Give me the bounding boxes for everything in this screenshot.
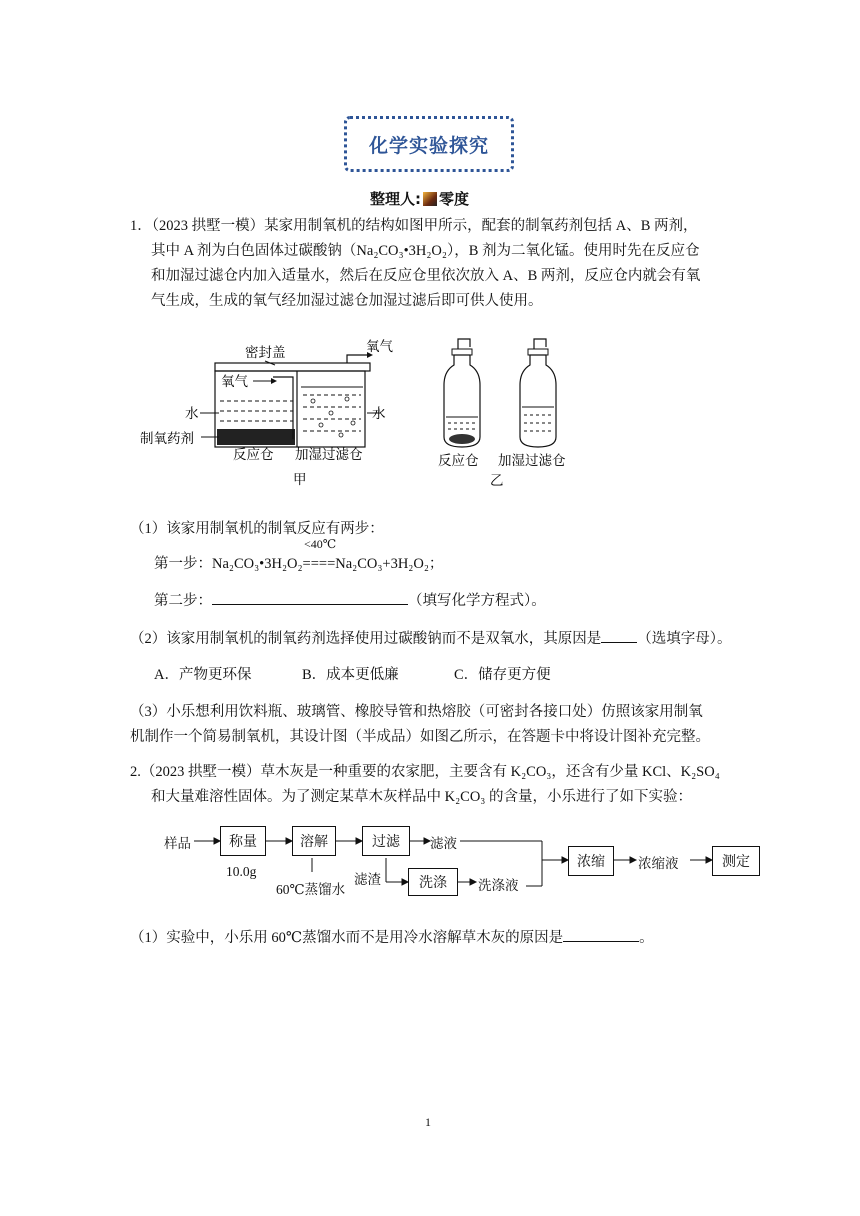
flow-residue: 滤渣	[354, 872, 381, 887]
label-filter: 加湿过滤仓	[295, 447, 363, 462]
label-oxygen-out: 氧气	[366, 339, 393, 354]
option-b: B．成本更低廉	[302, 667, 399, 683]
bottle-filter	[520, 355, 556, 447]
q2-line2: 和大量难溶性固体。为了测定某草木灰样品中 K₂CO₃ 的含量，小乐进行了如下实验：	[151, 789, 692, 805]
flow-sample: 样品	[164, 836, 191, 851]
flow-filtrate: 滤液	[430, 836, 457, 851]
q1-number: 1．	[130, 218, 152, 234]
option-a: A．产物更环保	[154, 667, 252, 683]
q1-line4: 气生成，生成的氧气经加湿过滤仓加湿过滤后即可供人使用。	[151, 293, 543, 309]
figure-yi	[430, 335, 590, 495]
sub3-line2: 机制作一个简易制氧机，其设计图（半成品）如图乙所示，在答题卡中将设计图补充完整。	[130, 729, 710, 745]
flow-dissolve-label: 溶解	[300, 835, 328, 850]
step1-label: 第一步：	[154, 556, 212, 572]
q2-sub1-answer-blank[interactable]	[563, 927, 639, 942]
q1-line3: 和加湿过滤仓内加入适量水，然后在反应仓里依次放入 A、B 两剂，反应仓内就会有氧	[151, 268, 701, 284]
flow-filter-box	[362, 826, 410, 856]
step1-equation: Na₂CO₃•3H₂O₂====Na₂CO₃+3H₂O₂；	[212, 556, 444, 572]
option-c: C．储存更方便	[454, 667, 551, 683]
author-avatar	[423, 192, 437, 206]
flow-concentrate-label: 浓缩	[577, 855, 605, 870]
agent-layer	[217, 429, 295, 445]
flowchart	[130, 820, 770, 900]
label-oxygen-in: 氧气	[221, 374, 248, 389]
step2-hint: （填写化学方程式）。	[408, 593, 546, 609]
q1-step1	[154, 552, 443, 577]
flow-dissolve-box	[292, 826, 336, 856]
label-agent: 制氧药剂	[140, 431, 194, 446]
q1-paragraph	[130, 214, 740, 314]
flow-wash-liquid: 洗涤液	[478, 878, 519, 893]
q2-paragraph	[130, 760, 750, 810]
flow-concentrate-box	[568, 846, 614, 876]
figure-jia	[135, 335, 395, 495]
q1-line2: 其中 A 剂为白色固体过碳酸钠（Na₂CO₃•3H₂O₂），B 剂为二氧化锰。使用时先在反应仓	[151, 243, 700, 259]
flow-mass: 10.0g	[226, 864, 257, 879]
author-name: 零度	[439, 190, 470, 208]
step2-label: 第二步：	[154, 593, 212, 609]
q1-line1: （2023 拱墅一模）某家用制氧机的结构如图甲所示，配套的制氧药剂包括 A、B 两剂，	[151, 218, 698, 234]
label-water-left: 水	[185, 406, 199, 421]
page-number: 1	[425, 1115, 431, 1129]
step2-answer-blank[interactable]	[212, 590, 408, 605]
label-yi-filter: 加湿过滤仓	[498, 453, 566, 468]
q1-step2	[154, 589, 546, 614]
bottle-reaction	[444, 355, 480, 447]
label-reaction: 反应仓	[233, 447, 274, 462]
water-left	[220, 401, 293, 421]
seal-lid	[215, 363, 370, 371]
label-seal-cover: 密封盖	[245, 345, 286, 360]
flow-concentrated: 浓缩液	[638, 856, 679, 871]
q1-sub3	[130, 700, 750, 750]
sub2-answer-blank[interactable]	[601, 628, 637, 643]
sub3-line1: （3）小乐想利用饮料瓶、玻璃管、橡胶导管和热熔胶（可密封各接口处）仿照该家用制氧	[130, 704, 703, 720]
q1-sub2	[130, 627, 732, 652]
label-water-right: 水	[372, 406, 386, 421]
sub2-tail: （选填字母）。	[637, 631, 732, 647]
reaction-condition: <40℃	[304, 537, 337, 551]
q1-sub1-intro: （1）该家用制氧机的制氧反应有两步：	[130, 521, 384, 537]
flow-filter-label: 过滤	[372, 835, 400, 850]
title-box	[344, 116, 514, 172]
flow-wash-label: 洗涤	[419, 876, 447, 891]
author-label: 整理人:	[370, 190, 421, 208]
flow-measure-label: 测定	[722, 855, 750, 870]
caption-yi: 乙	[490, 473, 504, 488]
caption-jia: 甲	[293, 472, 307, 487]
author-line	[370, 188, 469, 209]
flow-weigh-box	[220, 826, 266, 856]
q2-sub1-tail: 。	[639, 930, 654, 946]
flow-wash-box	[408, 868, 458, 896]
flow-weigh-label: 称量	[229, 835, 257, 850]
q2-line1: 2.（2023 拱墅一模）草木灰是一种重要的农家肥，主要含有 K₂CO₃，还含有少量 KCl、K₂SO₄	[130, 764, 720, 780]
page-title: 化学实验探究	[368, 134, 489, 157]
q2-sub1-text: （1）实验中，小乐用 60℃蒸馏水而不是用冷水溶解草木灰的原因是	[130, 930, 564, 946]
flow-water: 60℃蒸馏水	[276, 882, 346, 897]
flow-measure-box	[712, 846, 760, 876]
q2-sub1	[130, 926, 654, 951]
water-right	[301, 387, 363, 431]
label-yi-reaction: 反应仓	[438, 453, 479, 468]
sub2-text: （2）该家用制氧机的制氧药剂选择使用过碳酸钠而不是双氧水，其原因是	[130, 631, 602, 647]
